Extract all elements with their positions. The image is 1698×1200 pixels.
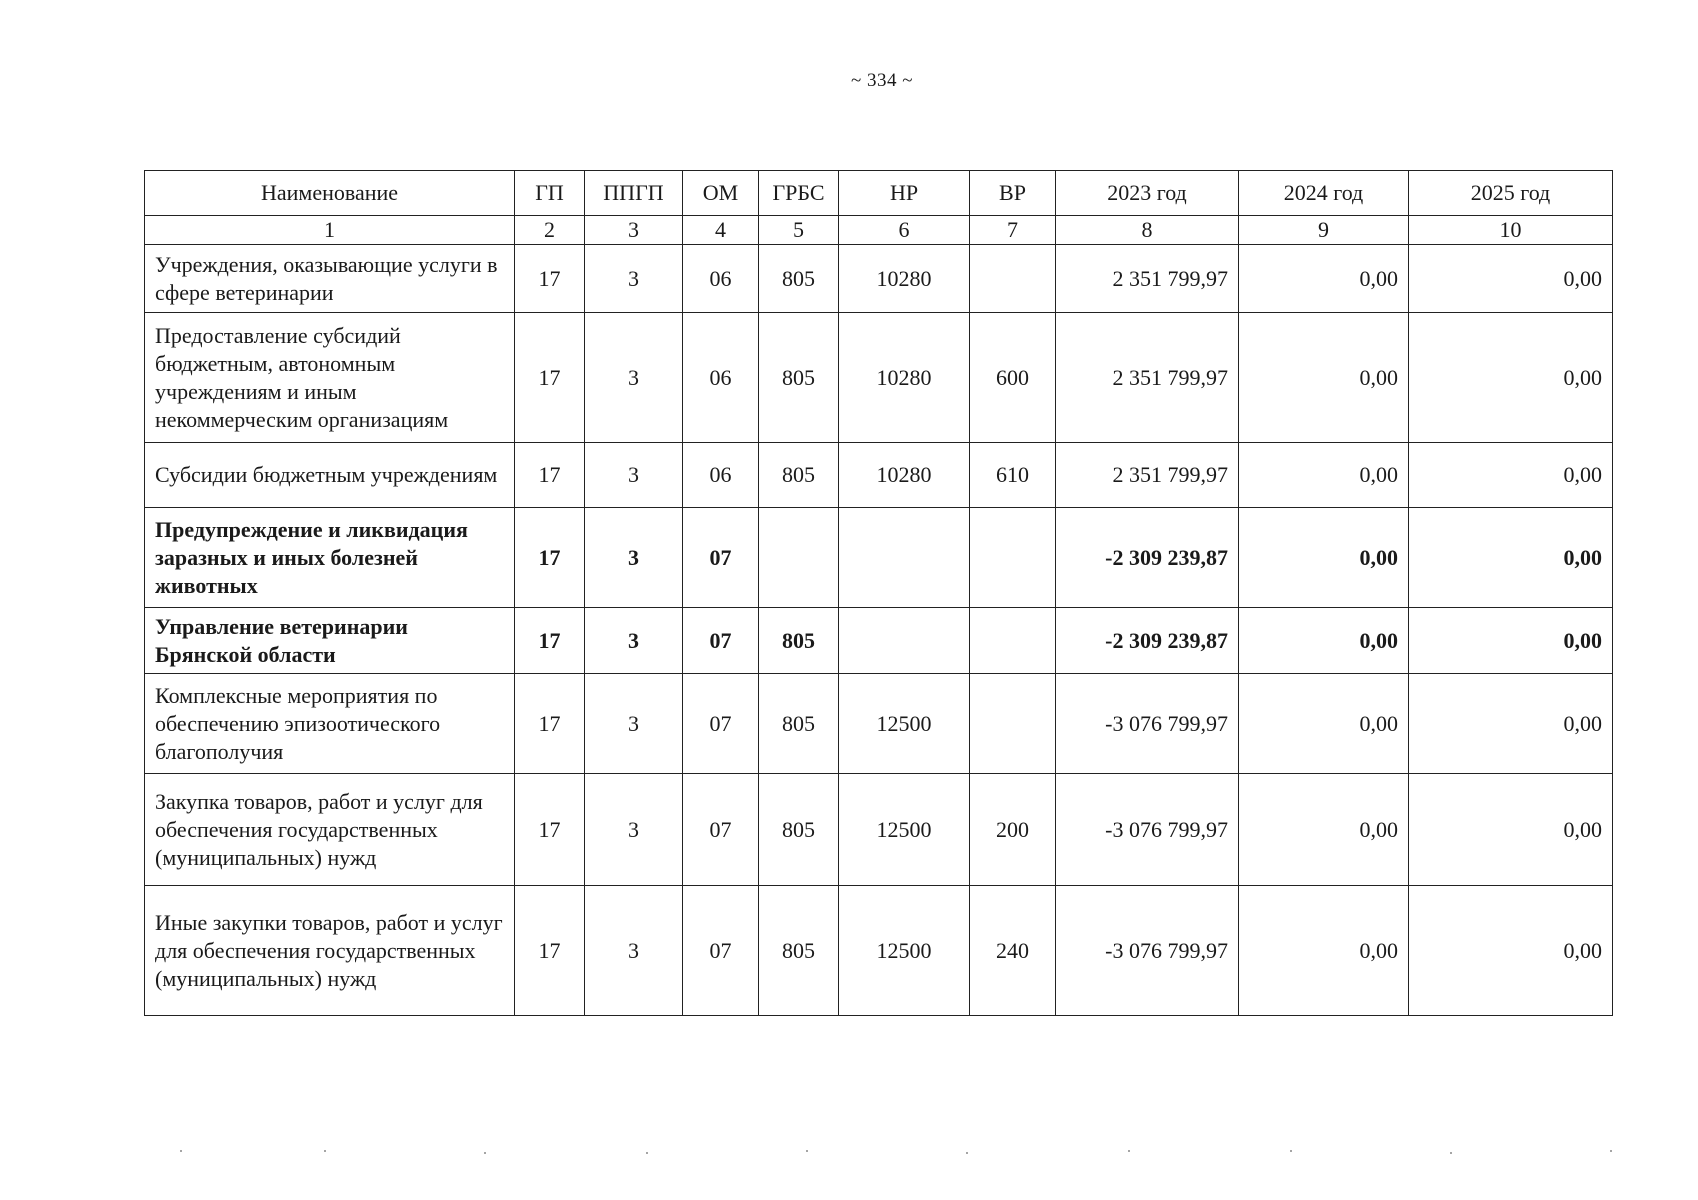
- cell-name: Управление ветеринарии Брянской области: [145, 608, 515, 674]
- cell-om: 07: [683, 608, 759, 674]
- header-cell-gp: ГП: [515, 171, 585, 216]
- cell-grbs: [759, 508, 839, 608]
- column-number: 6: [839, 216, 970, 245]
- cell-nr: 10280: [839, 443, 970, 508]
- table-row: [145, 313, 1613, 443]
- scan-speck: [1290, 1150, 1292, 1152]
- cell-2025: 0,00: [1409, 886, 1613, 1016]
- cell-2025: 0,00: [1409, 774, 1613, 886]
- column-number-row: [145, 216, 1613, 245]
- cell-name: Учреждения, оказывающие услуги в сфере ветеринарии: [145, 245, 515, 313]
- cell-ppgp: 3: [585, 774, 683, 886]
- cell-grbs: 805: [759, 774, 839, 886]
- cell-grbs: 805: [759, 608, 839, 674]
- cell-gp: 17: [515, 674, 585, 774]
- cell-name: Предоставление субсидий бюджетным, автономным учреждениям и иным некоммерческим организациям: [145, 313, 515, 443]
- cell-name: Субсидии бюджетным учреждениям: [145, 443, 515, 508]
- budget-table: [144, 170, 1613, 1016]
- scan-speck: [1128, 1150, 1130, 1152]
- table-row: [145, 443, 1613, 508]
- cell-ppgp: 3: [585, 608, 683, 674]
- table-row: [145, 674, 1613, 774]
- cell-2025: 0,00: [1409, 674, 1613, 774]
- scan-speck: [806, 1150, 808, 1152]
- column-number: 4: [683, 216, 759, 245]
- cell-om: 07: [683, 774, 759, 886]
- cell-2023: -2 309 239,87: [1056, 608, 1239, 674]
- cell-2024: 0,00: [1239, 774, 1409, 886]
- scan-speck: [484, 1152, 486, 1154]
- cell-nr: 12500: [839, 886, 970, 1016]
- cell-om: 07: [683, 674, 759, 774]
- column-number: 9: [1239, 216, 1409, 245]
- cell-2024: 0,00: [1239, 608, 1409, 674]
- cell-vr: 240: [970, 886, 1056, 1016]
- cell-name: Предупреждение и ликвидация заразных и иных болезней животных: [145, 508, 515, 608]
- column-number: 10: [1409, 216, 1613, 245]
- scan-speck: [180, 1150, 182, 1152]
- cell-gp: 17: [515, 508, 585, 608]
- column-number: 3: [585, 216, 683, 245]
- cell-vr: [970, 245, 1056, 313]
- table-row: [145, 245, 1613, 313]
- cell-nr: [839, 608, 970, 674]
- cell-2024: 0,00: [1239, 313, 1409, 443]
- header-cell-2025: 2025 год: [1409, 171, 1613, 216]
- column-number: 2: [515, 216, 585, 245]
- cell-name: Комплексные мероприятия по обеспечению эпизоотического благополучия: [145, 674, 515, 774]
- cell-ppgp: 3: [585, 674, 683, 774]
- cell-om: 06: [683, 443, 759, 508]
- cell-om: 06: [683, 313, 759, 443]
- table-row: [145, 508, 1613, 608]
- cell-ppgp: 3: [585, 443, 683, 508]
- cell-2023: 2 351 799,97: [1056, 443, 1239, 508]
- cell-2024: 0,00: [1239, 674, 1409, 774]
- header-cell-om: ОМ: [683, 171, 759, 216]
- cell-gp: 17: [515, 313, 585, 443]
- table-row: [145, 774, 1613, 886]
- cell-vr: 600: [970, 313, 1056, 443]
- cell-name: Закупка товаров, работ и услуг для обеспечения государственных (муниципальных) нужд: [145, 774, 515, 886]
- cell-2025: 0,00: [1409, 508, 1613, 608]
- cell-grbs: 805: [759, 443, 839, 508]
- cell-2025: 0,00: [1409, 443, 1613, 508]
- header-cell-grbs: ГРБС: [759, 171, 839, 216]
- cell-2023: 2 351 799,97: [1056, 245, 1239, 313]
- scan-speck: [646, 1152, 648, 1154]
- cell-2023: -3 076 799,97: [1056, 886, 1239, 1016]
- cell-2023: -3 076 799,97: [1056, 774, 1239, 886]
- scan-speck: [1450, 1152, 1452, 1154]
- cell-gp: 17: [515, 443, 585, 508]
- cell-2024: 0,00: [1239, 508, 1409, 608]
- cell-om: 06: [683, 245, 759, 313]
- cell-grbs: 805: [759, 674, 839, 774]
- cell-2025: 0,00: [1409, 313, 1613, 443]
- cell-nr: [839, 508, 970, 608]
- cell-2025: 0,00: [1409, 245, 1613, 313]
- column-number: 7: [970, 216, 1056, 245]
- cell-2023: -2 309 239,87: [1056, 508, 1239, 608]
- header-cell-vr: ВР: [970, 171, 1056, 216]
- cell-nr: 12500: [839, 674, 970, 774]
- cell-grbs: 805: [759, 245, 839, 313]
- scan-speck: [966, 1152, 968, 1154]
- cell-nr: 10280: [839, 313, 970, 443]
- cell-vr: [970, 608, 1056, 674]
- column-number: 5: [759, 216, 839, 245]
- cell-nr: 10280: [839, 245, 970, 313]
- column-number: 1: [145, 216, 515, 245]
- cell-ppgp: 3: [585, 886, 683, 1016]
- cell-2024: 0,00: [1239, 443, 1409, 508]
- cell-2024: 0,00: [1239, 886, 1409, 1016]
- cell-ppgp: 3: [585, 508, 683, 608]
- table-row: [145, 886, 1613, 1016]
- table-row: [145, 608, 1613, 674]
- cell-om: 07: [683, 508, 759, 608]
- cell-vr: 200: [970, 774, 1056, 886]
- header-cell-nr: НР: [839, 171, 970, 216]
- cell-vr: 610: [970, 443, 1056, 508]
- header-row: [145, 171, 1613, 216]
- cell-ppgp: 3: [585, 245, 683, 313]
- cell-gp: 17: [515, 774, 585, 886]
- cell-vr: [970, 508, 1056, 608]
- scan-speck: [324, 1150, 326, 1152]
- cell-2025: 0,00: [1409, 608, 1613, 674]
- cell-grbs: 805: [759, 886, 839, 1016]
- cell-vr: [970, 674, 1056, 774]
- cell-grbs: 805: [759, 313, 839, 443]
- cell-2023: -3 076 799,97: [1056, 674, 1239, 774]
- cell-ppgp: 3: [585, 313, 683, 443]
- page-number: ~ 334 ~: [850, 70, 914, 91]
- cell-2023: 2 351 799,97: [1056, 313, 1239, 443]
- cell-name: Иные закупки товаров, работ и услуг для обеспечения государственных (муниципальных) нужд: [145, 886, 515, 1016]
- cell-gp: 17: [515, 608, 585, 674]
- header-cell-ppgp: ППГП: [585, 171, 683, 216]
- cell-gp: 17: [515, 886, 585, 1016]
- header-cell-2023: 2023 год: [1056, 171, 1239, 216]
- cell-gp: 17: [515, 245, 585, 313]
- cell-nr: 12500: [839, 774, 970, 886]
- header-cell-name: Наименование: [145, 171, 515, 216]
- header-cell-2024: 2024 год: [1239, 171, 1409, 216]
- column-number: 8: [1056, 216, 1239, 245]
- cell-om: 07: [683, 886, 759, 1016]
- cell-2024: 0,00: [1239, 245, 1409, 313]
- scan-speck: [1610, 1150, 1612, 1152]
